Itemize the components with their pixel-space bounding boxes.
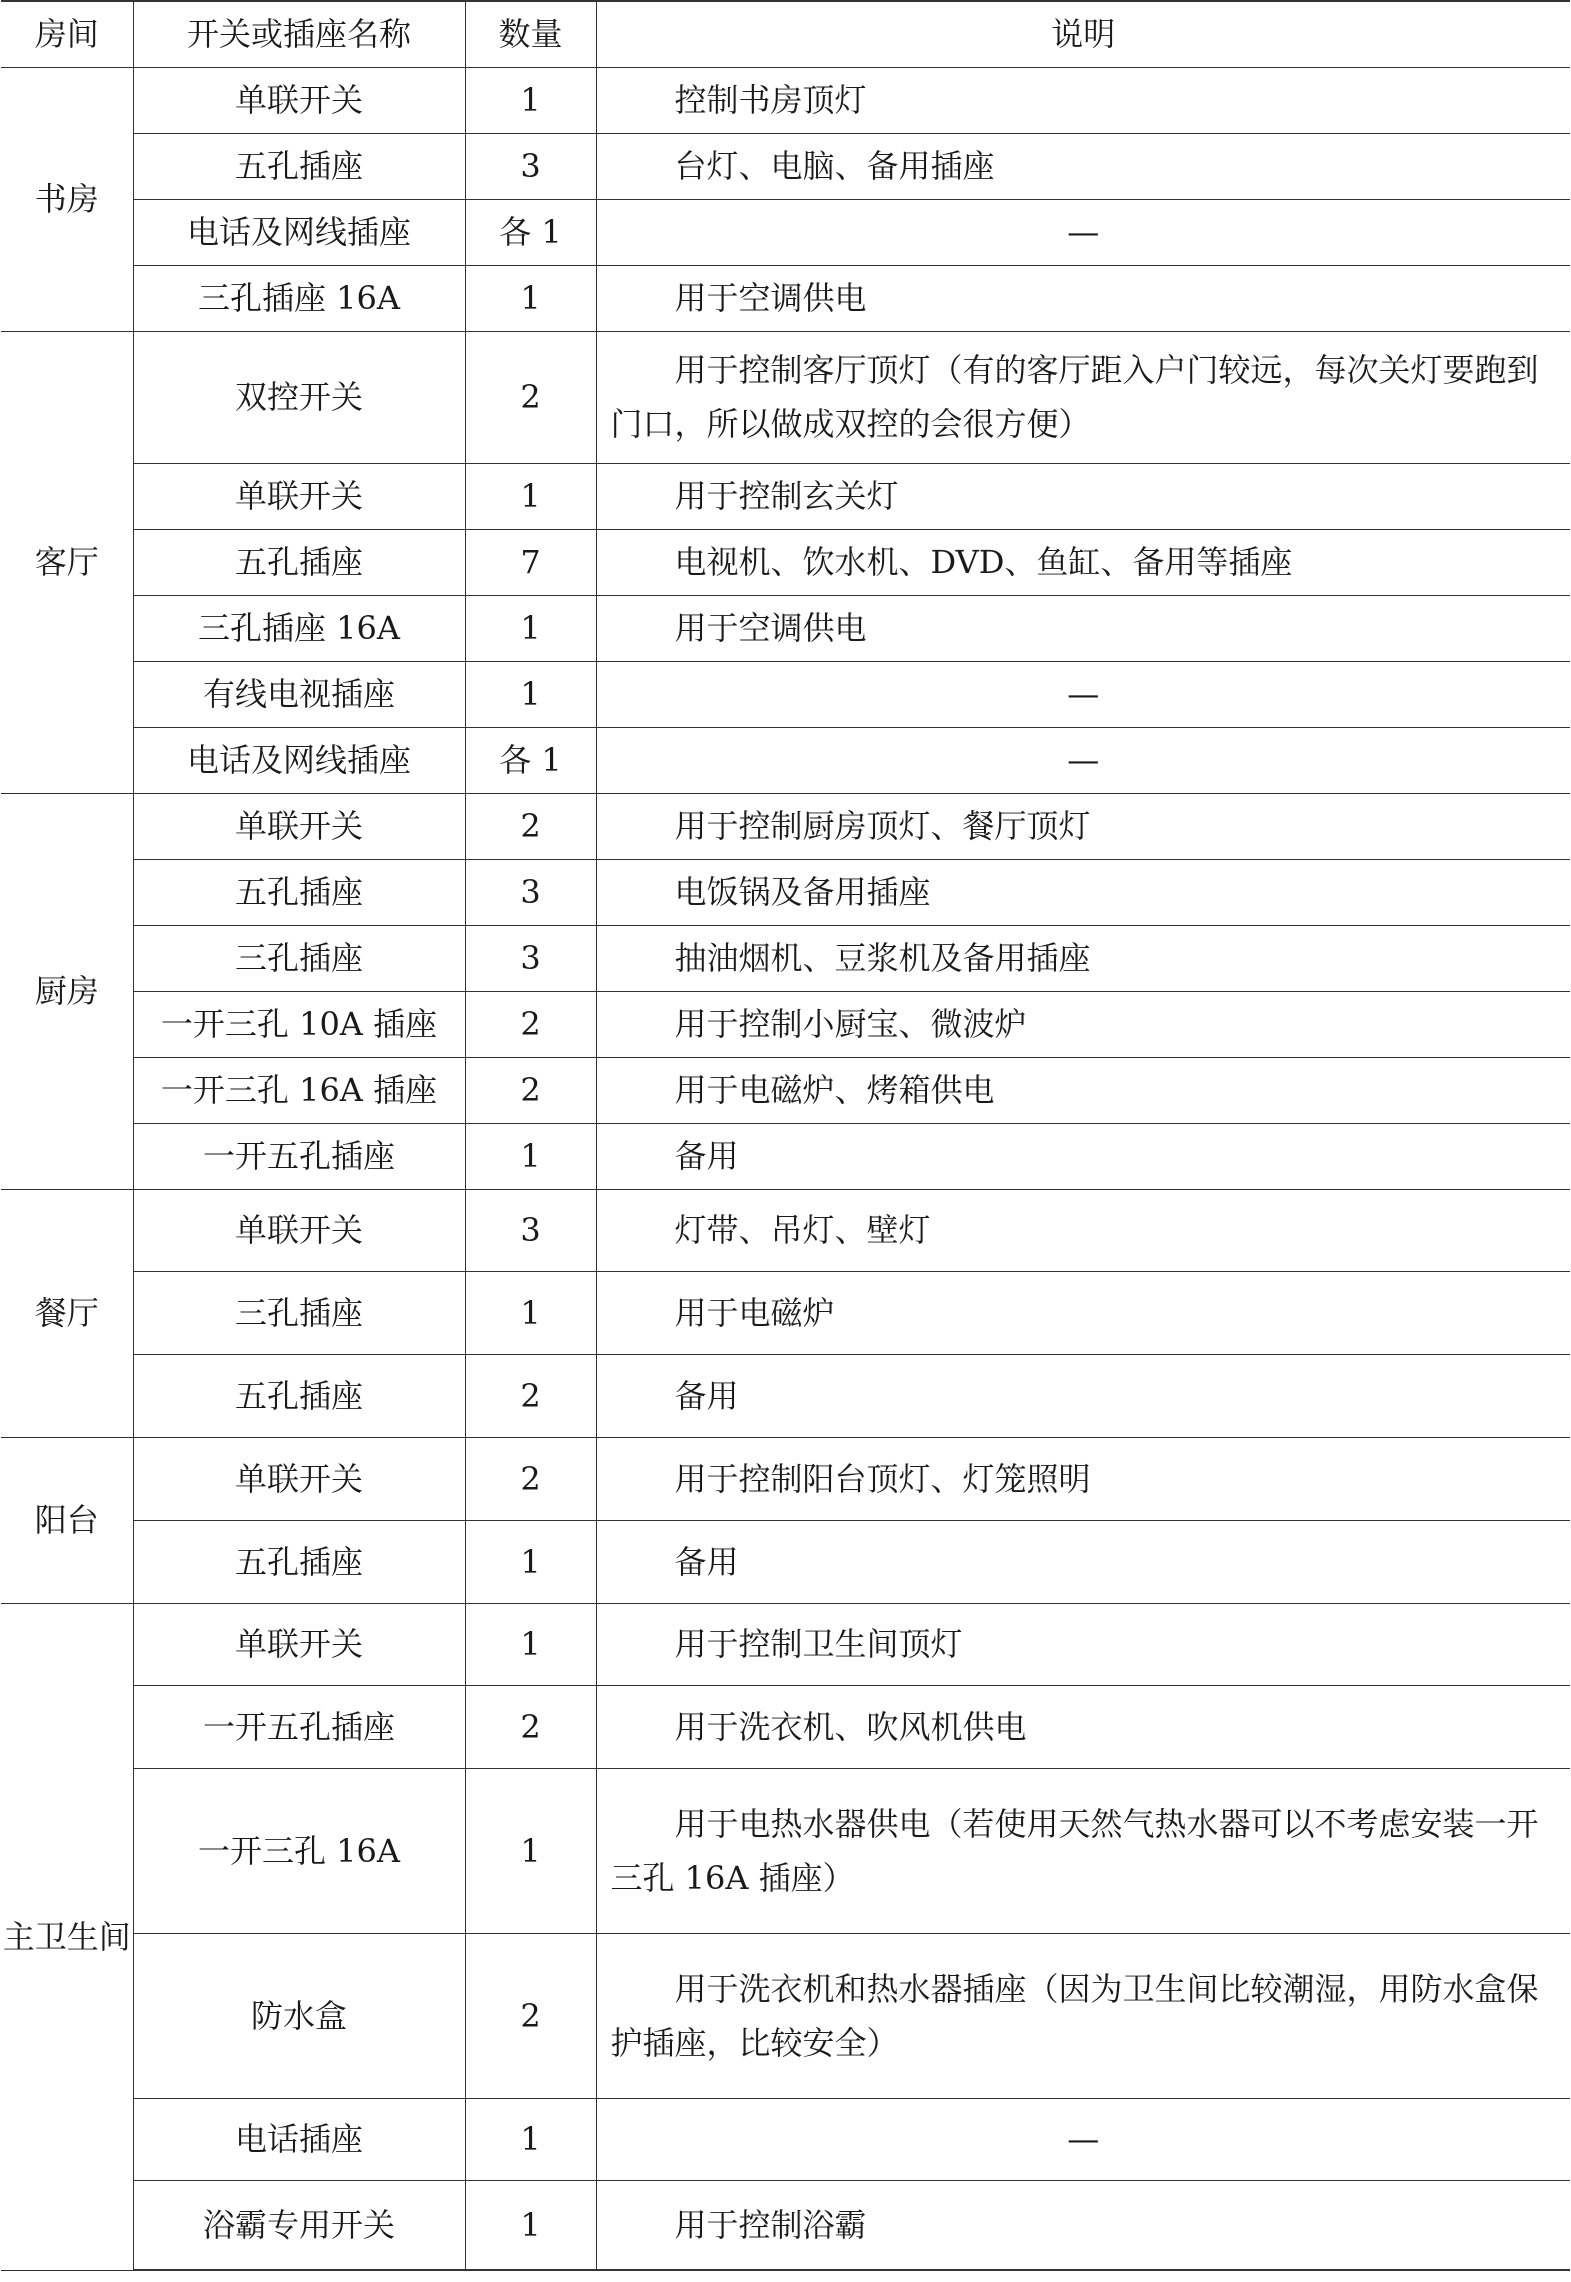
table-row [1,661,1570,727]
item-qty: 1 [465,2180,596,2270]
item-name: 五孔插座 [133,1354,465,1437]
header-qty: 数量 [465,1,596,67]
item-desc-text: 用于空调供电 [674,279,867,317]
item-qty: 2 [465,1685,596,1768]
item-qty: 1 [465,1768,596,1933]
item-name: 一开三孔 10A 插座 [133,991,465,1057]
item-desc-text: 抽油烟机、豆浆机及备用插座 [674,939,1091,977]
table-row [1,1520,1570,1603]
table-row [1,1933,1570,2098]
item-desc [596,1123,1570,1189]
item-desc-text: 用于控制阳台顶灯、灯笼照明 [674,1459,1091,1498]
table-row [1,925,1570,991]
header-row [1,1,1570,67]
header-desc: 说明 [596,1,1570,67]
item-desc-text: 电饭锅及备用插座 [674,873,931,911]
table-row [1,1603,1570,1685]
table-row [1,859,1570,925]
item-name: 有线电视插座 [133,661,465,727]
item-desc-text: 备用 [674,1376,739,1415]
item-name: 电话插座 [133,2098,465,2180]
item-desc: — [596,661,1570,727]
item-name: 浴霸专用开关 [133,2180,465,2270]
item-name: 一开三孔 16A [133,1768,465,1933]
item-desc-text: 台灯、电脑、备用插座 [674,147,995,185]
item-name: 电话及网线插座 [133,199,465,265]
outlet-table [1,0,1570,2271]
item-name: 单联开关 [133,463,465,529]
table-row [1,1189,1570,1271]
item-desc [596,595,1570,661]
room-cell: 主卫生间 [1,1603,133,2270]
item-desc-text: 用于电磁炉 [674,1293,835,1332]
table-row [1,1354,1570,1437]
item-name: 电话及网线插座 [133,727,465,793]
item-desc [596,925,1570,991]
item-desc [596,859,1570,925]
item-desc [596,1520,1570,1603]
item-qty: 各 1 [465,727,596,793]
item-desc-text: 用于洗衣机和热水器插座（因为卫生间比较潮湿，用防水盒保护插座，比较安全） [610,1969,1539,2062]
table-row [1,991,1570,1057]
table-row [1,133,1570,199]
item-qty: 1 [465,661,596,727]
item-qty: 1 [465,265,596,331]
item-name: 五孔插座 [133,529,465,595]
table-row [1,331,1570,463]
item-desc [596,1685,1570,1768]
table-row [1,529,1570,595]
table-row [1,1057,1570,1123]
item-desc [596,1437,1570,1520]
item-name: 单联开关 [133,67,465,133]
item-desc-text: 用于控制玄关灯 [674,477,899,515]
room-cell: 阳台 [1,1437,133,1603]
item-qty: 3 [465,859,596,925]
item-desc [596,1603,1570,1685]
item-qty: 2 [465,331,596,463]
item-name: 单联开关 [133,1603,465,1685]
room-cell: 餐厅 [1,1189,133,1437]
item-name: 双控开关 [133,331,465,463]
item-desc: — [596,199,1570,265]
item-qty: 3 [465,1189,596,1271]
item-qty: 3 [465,133,596,199]
item-desc: — [596,2098,1570,2180]
item-name: 三孔插座 16A [133,265,465,331]
item-name: 单联开关 [133,793,465,859]
room-cell: 书房 [1,67,133,331]
item-name: 三孔插座 [133,925,465,991]
item-qty: 1 [465,1271,596,1354]
table-row [1,463,1570,529]
item-desc: — [596,727,1570,793]
table-row [1,793,1570,859]
item-desc-text: 控制书房顶灯 [674,81,867,119]
item-qty: 2 [465,1354,596,1437]
item-qty: 2 [465,1057,596,1123]
item-name: 五孔插座 [133,1520,465,1603]
item-desc [596,463,1570,529]
item-desc-text: 用于控制卫生间顶灯 [674,1625,963,1663]
table-row [1,1768,1570,1933]
table-row [1,2180,1570,2270]
item-desc [596,331,1570,463]
item-name: 单联开关 [133,1189,465,1271]
item-qty: 2 [465,793,596,859]
item-name: 单联开关 [133,1437,465,1520]
item-qty: 1 [465,67,596,133]
item-qty: 2 [465,1437,596,1520]
item-qty: 各 1 [465,199,596,265]
item-desc [596,793,1570,859]
item-desc-text: 用于控制厨房顶灯、餐厅顶灯 [674,807,1091,845]
item-name: 五孔插座 [133,133,465,199]
table-row [1,67,1570,133]
item-name: 一开三孔 16A 插座 [133,1057,465,1123]
table-row [1,1685,1570,1768]
item-qty: 1 [465,2098,596,2180]
item-qty: 2 [465,991,596,1057]
room-cell: 厨房 [1,793,133,1189]
item-qty: 1 [465,1603,596,1685]
item-qty: 3 [465,925,596,991]
item-desc [596,529,1570,595]
item-qty: 1 [465,1520,596,1603]
item-desc [596,1354,1570,1437]
item-desc [596,1189,1570,1271]
item-desc-text: 用于控制浴霸 [674,2205,867,2244]
item-qty: 1 [465,1123,596,1189]
item-desc-text: 备用 [674,1137,739,1175]
item-qty: 1 [465,595,596,661]
item-qty: 2 [465,1933,596,2098]
item-desc-text: 备用 [674,1542,739,1581]
item-desc-text: 用于电磁炉、烤箱供电 [674,1071,995,1109]
item-name: 防水盒 [133,1933,465,2098]
item-name: 五孔插座 [133,859,465,925]
header-room: 房间 [1,1,133,67]
table-row [1,199,1570,265]
item-name: 一开五孔插座 [133,1685,465,1768]
table-row [1,595,1570,661]
table-row [1,265,1570,331]
item-desc [596,67,1570,133]
item-desc [596,1768,1570,1933]
item-desc-text: 灯带、吊灯、壁灯 [674,1211,931,1249]
item-desc-text: 用于空调供电 [674,609,867,647]
item-desc [596,1057,1570,1123]
item-name: 一开五孔插座 [133,1123,465,1189]
item-desc [596,133,1570,199]
item-desc [596,265,1570,331]
item-desc [596,2180,1570,2270]
item-desc-text: 用于电热水器供电（若使用天然气热水器可以不考虑安装一开三孔 16A 插座） [610,1804,1539,1897]
table-row [1,1437,1570,1520]
table-row [1,727,1570,793]
item-desc-text: 用于控制小厨宝、微波炉 [674,1005,1027,1043]
item-desc-text: 用于洗衣机、吹风机供电 [674,1707,1027,1746]
table-row [1,1271,1570,1354]
item-desc [596,1271,1570,1354]
item-qty: 1 [465,463,596,529]
room-cell: 客厅 [1,331,133,793]
item-name: 三孔插座 16A [133,595,465,661]
item-desc [596,1933,1570,2098]
table-row [1,2098,1570,2180]
item-qty: 7 [465,529,596,595]
item-desc-text: 用于控制客厅顶灯（有的客厅距入户门较远，每次关灯要跑到门口，所以做成双控的会很方便） [610,351,1539,443]
item-desc [596,991,1570,1057]
item-desc-text: 电视机、饮水机、DVD、鱼缸、备用等插座 [674,543,1293,581]
table-row [1,1123,1570,1189]
header-name: 开关或插座名称 [133,1,465,67]
item-name: 三孔插座 [133,1271,465,1354]
